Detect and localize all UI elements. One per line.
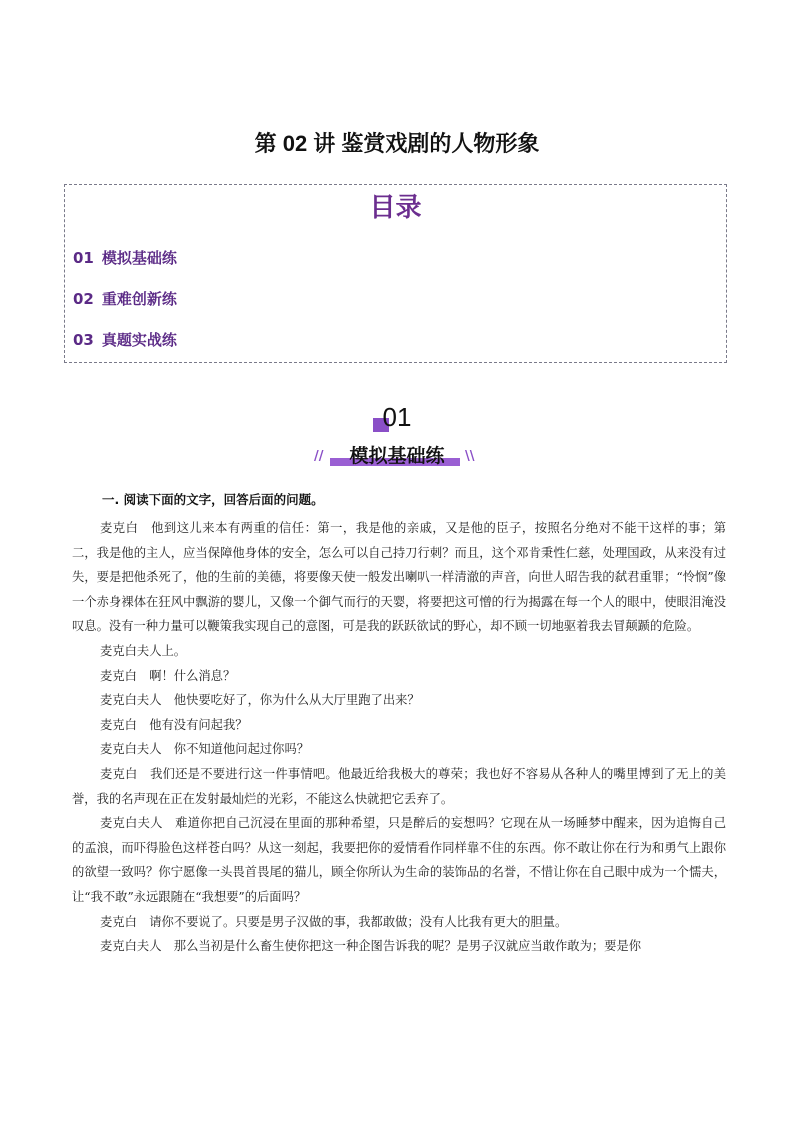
table-of-contents: [64, 184, 727, 363]
paragraph: 麦克白 啊！什么消息？: [100, 668, 236, 683]
passage: [72, 516, 726, 959]
toc-item-label: 真题实战练: [101, 331, 177, 349]
toc-item-number: 02: [73, 290, 94, 308]
toc-item-2[interactable]: [73, 288, 177, 309]
paragraph: 麦克白 他有没有问起我？: [100, 717, 248, 732]
paragraph: 麦克白夫人上。: [100, 643, 187, 658]
paragraph: 麦克白 我们还是不要进行这一件事情吧。他最近给我极大的尊荣；我也好不容易从各种人的嘴里博到了无上的美誉，我的名声现在正在发射最灿烂的光彩，不能这么快就把它丢弃了。: [72, 766, 726, 806]
paragraph: 麦克白夫人 那么当初是什么畜生使你把这一种企图告诉我的呢？是男子汉就应当敢作敢为；要是你: [100, 939, 642, 954]
toc-item-label: 重难创新练: [101, 290, 177, 308]
paragraph: 麦克白夫人 你不知道他问起过你吗？: [100, 742, 310, 757]
toc-item-label: 模拟基础练: [101, 249, 177, 267]
toc-item-3[interactable]: [73, 329, 177, 350]
section-deco-left: //: [314, 449, 324, 464]
section-deco-right: \\: [465, 449, 475, 464]
toc-item-1[interactable]: [73, 247, 177, 268]
paragraph: 麦克白夫人 难道你把自己沉浸在里面的那种希望，只是醉后的妄想吗？它现在从一场睡梦中醒来，因为追悔自己的孟浪，而吓得脸色这样苍白吗？从这一刻起，我要把你的爱情看作同样靠不住的东西。你不敢让你在行为和勇气上跟你的欲望一致吗？你宁愿像一头畏首畏尾的猫儿，顾全你所认为生命的装饰品的名誉，不惜让你在自己眼中成为一个懦夫，让“我不敢”永远跟随在“我想要”的后面吗？: [72, 816, 726, 904]
document-title: 第 02 讲 鉴赏戏剧的人物形象: [254, 131, 540, 156]
toc-item-number: 03: [73, 331, 94, 349]
question-heading: 一. 阅读下面的文字，回答后面的问题。: [102, 492, 324, 507]
toc-item-number: 01: [73, 249, 94, 267]
paragraph: 麦克白 请你不要说了。只要是男子汉做的事，我都敢做；没有人比我有更大的胆量。: [100, 914, 568, 929]
section-title: 模拟基础练: [349, 445, 445, 467]
section-number: 01: [382, 402, 412, 432]
toc-heading: 目录: [369, 193, 422, 223]
paragraph: 麦克白夫人 他快要吃好了，你为什么从大厅里跑了出来？: [100, 693, 420, 708]
paragraph: 麦克白 他到这儿来本有两重的信任：第一，我是他的亲戚，又是他的臣子，按照名分绝对不能干这样的事；第二，我是他的主人，应当保障他身体的安全，怎么可以自己持刀行刺？而且，这个邓肯秉性仁慈，处理国政，从来没有过失，要是把他杀死了，他的生前的美德，将要像天使一般发出喇叭一样清澈的声音，向世人昭告我的弑君重罪；“怜悯”像一个赤身裸体在狂风中飘游的婴儿，又像一个御气而行的天婴，将要把这可憎的行为揭露在每一个人的眼中，使眼泪淹没叹息。没有一种力量可以鞭策我实现自己的意图，可是我的跃跃欲试的野心，却不顾一切地驱着我去冒颠踬的危险。: [72, 521, 726, 634]
